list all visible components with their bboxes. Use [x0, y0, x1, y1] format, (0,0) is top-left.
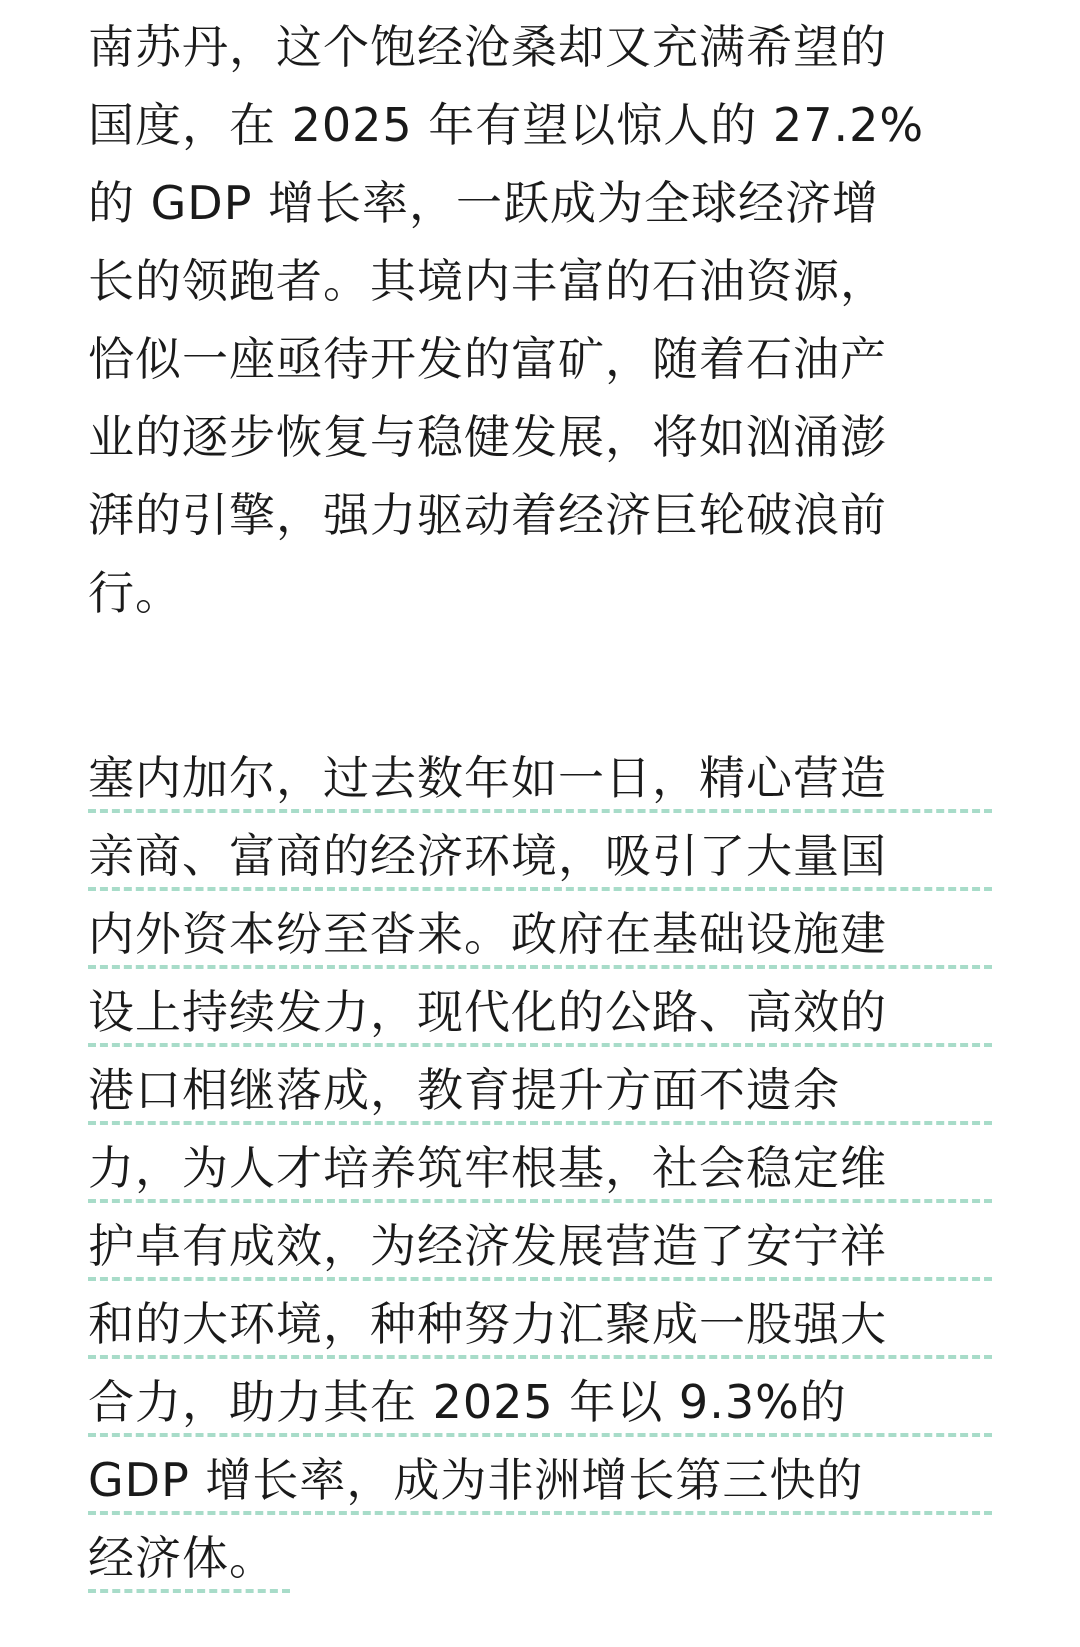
highlighted-text-line: 护卓有成效，为经济发展营造了安宁祥 [88, 1207, 992, 1285]
highlighted-text-line: 内外资本纷至沓来。政府在基础设施建 [88, 895, 992, 973]
text-line: 长的领跑者。其境内丰富的石油资源， [88, 254, 887, 308]
text-line: 业的逐步恢复与稳健发展，将如汹涌澎 [88, 410, 887, 464]
paragraph-senegal-highlighted[interactable] [88, 739, 992, 1597]
highlighted-text-line: 设上持续发力，现代化的公路、高效的 [88, 973, 992, 1051]
highlighted-text-line: 合力，助力其在 2025 年以 9.3%的 [88, 1363, 992, 1441]
text-line: 国度，在 2025 年有望以惊人的 27.2% [88, 98, 925, 152]
text-line: 的 GDP 增长率，一跃成为全球经济增 [88, 176, 880, 230]
highlighted-text-line: 塞内加尔，过去数年如一日，精心营造 [88, 739, 992, 817]
highlighted-text-line: 亲商、富商的经济环境，吸引了大量国 [88, 817, 992, 895]
text-line: 恰似一座亟待开发的富矿，随着石油产 [88, 332, 887, 386]
highlighted-text-line: 经济体。 [88, 1519, 992, 1597]
paragraph-south-sudan [88, 8, 992, 632]
text-line: 行。 [88, 566, 182, 620]
highlighted-text-line: 力，为人才培养筑牢根基，社会稳定维 [88, 1129, 992, 1207]
highlighted-text-line: 港口相继落成，教育提升方面不遗余 [88, 1051, 992, 1129]
text-line: 南苏丹，这个饱经沧桑却又充满希望的 [88, 20, 887, 74]
highlighted-text-line: GDP 增长率，成为非洲增长第三快的 [88, 1441, 992, 1519]
text-line: 湃的引擎，强力驱动着经济巨轮破浪前 [88, 488, 887, 542]
highlighted-text-line: 和的大环境，种种努力汇聚成一股强大 [88, 1285, 992, 1363]
